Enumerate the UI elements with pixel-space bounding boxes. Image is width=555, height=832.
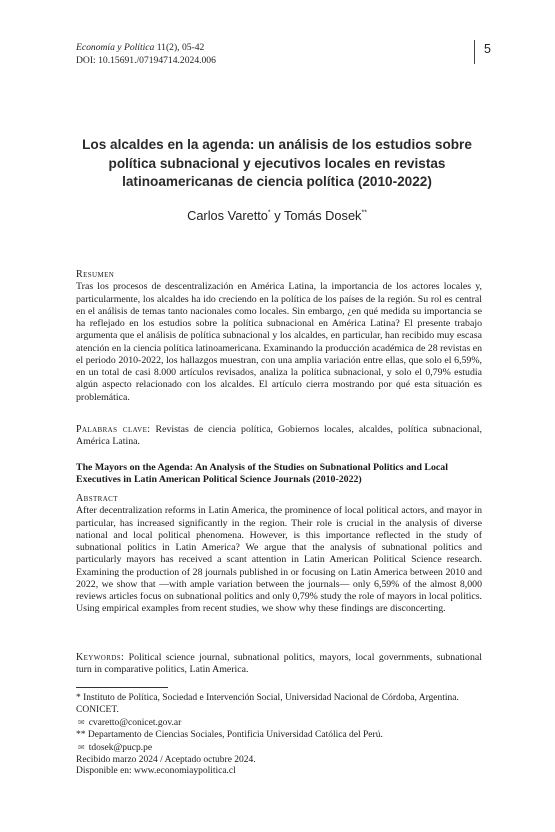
footnote-marker: * — [267, 209, 271, 217]
abstract-english — [76, 493, 482, 616]
abstract-spanish — [76, 269, 482, 404]
received-dates: Recibido marzo 2024 / Aceptado octubre 2024. — [76, 754, 256, 765]
footnote-marker: ** — [361, 209, 367, 217]
footnotes — [76, 693, 482, 778]
footnote-divider — [76, 687, 168, 688]
author-name: Carlos Varetto — [187, 208, 268, 223]
author-connector: y — [270, 208, 284, 223]
page-number: 5 — [474, 40, 491, 64]
footnote-email-line — [76, 717, 482, 730]
abstract-text: Tras los procesos de descentralización en América Latina, la importancia de los actores locales y, particularmente, los alcaldes ha ido creciendo en la política de los países de la región. Su rol es central en el análisis de temas tanto nacionales como locales. Sin embargo, ¿en qué medida su importancia se ha reflejado en los estudios sobre la política subnacional en América Latina? El presente trabajo argumenta que el análisis de política subnacional y los alcaldes, en particular, han recibido muy escasa atención en la ciencia política latinoamericana. Examinando la producción académica de 28 revistas en el periodo 2010-2022, los hallazgos muestran, con una amplia variación entre ellas, que solo el 6,59%, en un total de casi 8.000 artículos revisados, analiza la política subnacional, y solo el 0,79% estudia algún aspecto relacionado con los alcaldes. El artículo cierra mostrando por qué esta situación es problemática. — [76, 281, 482, 403]
article-title: Los alcaldes en la agenda: un análisis de los estudios sobre política subnacional y ejecutivos locales en revistas latinoamericanas de ciencia política (2010-2022) — [82, 137, 472, 189]
email-link[interactable]: tdosek@pucp.pe — [88, 742, 153, 753]
abstract-label: Abstract — [76, 493, 118, 504]
running-header — [76, 42, 216, 67]
envelope-icon: ✉ — [78, 742, 85, 752]
abstract-label: Resumen — [76, 269, 115, 280]
journal-citation — [76, 42, 216, 55]
email-link[interactable]: cvaretto@conicet.gov.ar — [88, 717, 182, 728]
author-name: Tomás Dosek — [283, 208, 362, 223]
english-title: The Mayors on the Agenda: An Analysis of the Studies on Subnational Politics and Local Executives in Latin American Political Science Journals (2010-2022) — [76, 462, 448, 486]
availability-link[interactable]: Disponible en: www.economiaypolitica.cl — [76, 766, 236, 777]
journal-name: Economía y Política — [76, 42, 155, 53]
author-line — [76, 208, 478, 224]
footnote-email-line — [76, 742, 482, 755]
keywords-english — [76, 652, 482, 677]
keywords-text: Political science journal, subnational politics, mayors, local governments, subnational turn in comparative politics, Latin America. — [76, 652, 482, 676]
journal-issue: 11(2), 05-42 — [154, 42, 205, 53]
keywords-text: Revistas de ciencia política, Gobiernos locales, alcaldes, política subnacional, América Latina. — [76, 424, 483, 448]
footnote-affiliation: * Instituto de Política, Sociedad e Intervención Social, Universidad Nacional de Córdoba, Argentina. CONICET. — [76, 693, 459, 715]
abstract-text: After decentralization reforms in Latin America, the prominence of local political actors, and mayor in particular, has increased significantly in the region. Their role is crucial in the analysis of diverse national and local political phenomena. However, is this importance reflected in the study of subnational politics in Latin America? We argue that the analysis of subnational politics and particularly mayors has received a scant attention in Latin American Political Science research. Examining the production of 28 journals published in or focusing on Latin America between 2010 and 2022, we show that —with ample variation between the journals— only 6,59% of the almost 8,000 reviews articles focus on subnational politics and only 0,79% study the role of mayors in local politics. Using empirical examples from recent studies, we show why these findings are disconcerting. — [76, 505, 482, 615]
doi-text: DOI: 10.15691./07194714.2024.006 — [76, 54, 216, 66]
keywords-spanish — [76, 424, 482, 449]
keywords-label: Palabras clave: — [76, 424, 151, 435]
envelope-icon: ✉ — [78, 717, 85, 727]
footnote-affiliation: ** Departamento de Ciencias Sociales, Pontificia Universidad Católica del Perú. — [76, 729, 383, 740]
keywords-label: Keywords: — [76, 652, 125, 663]
